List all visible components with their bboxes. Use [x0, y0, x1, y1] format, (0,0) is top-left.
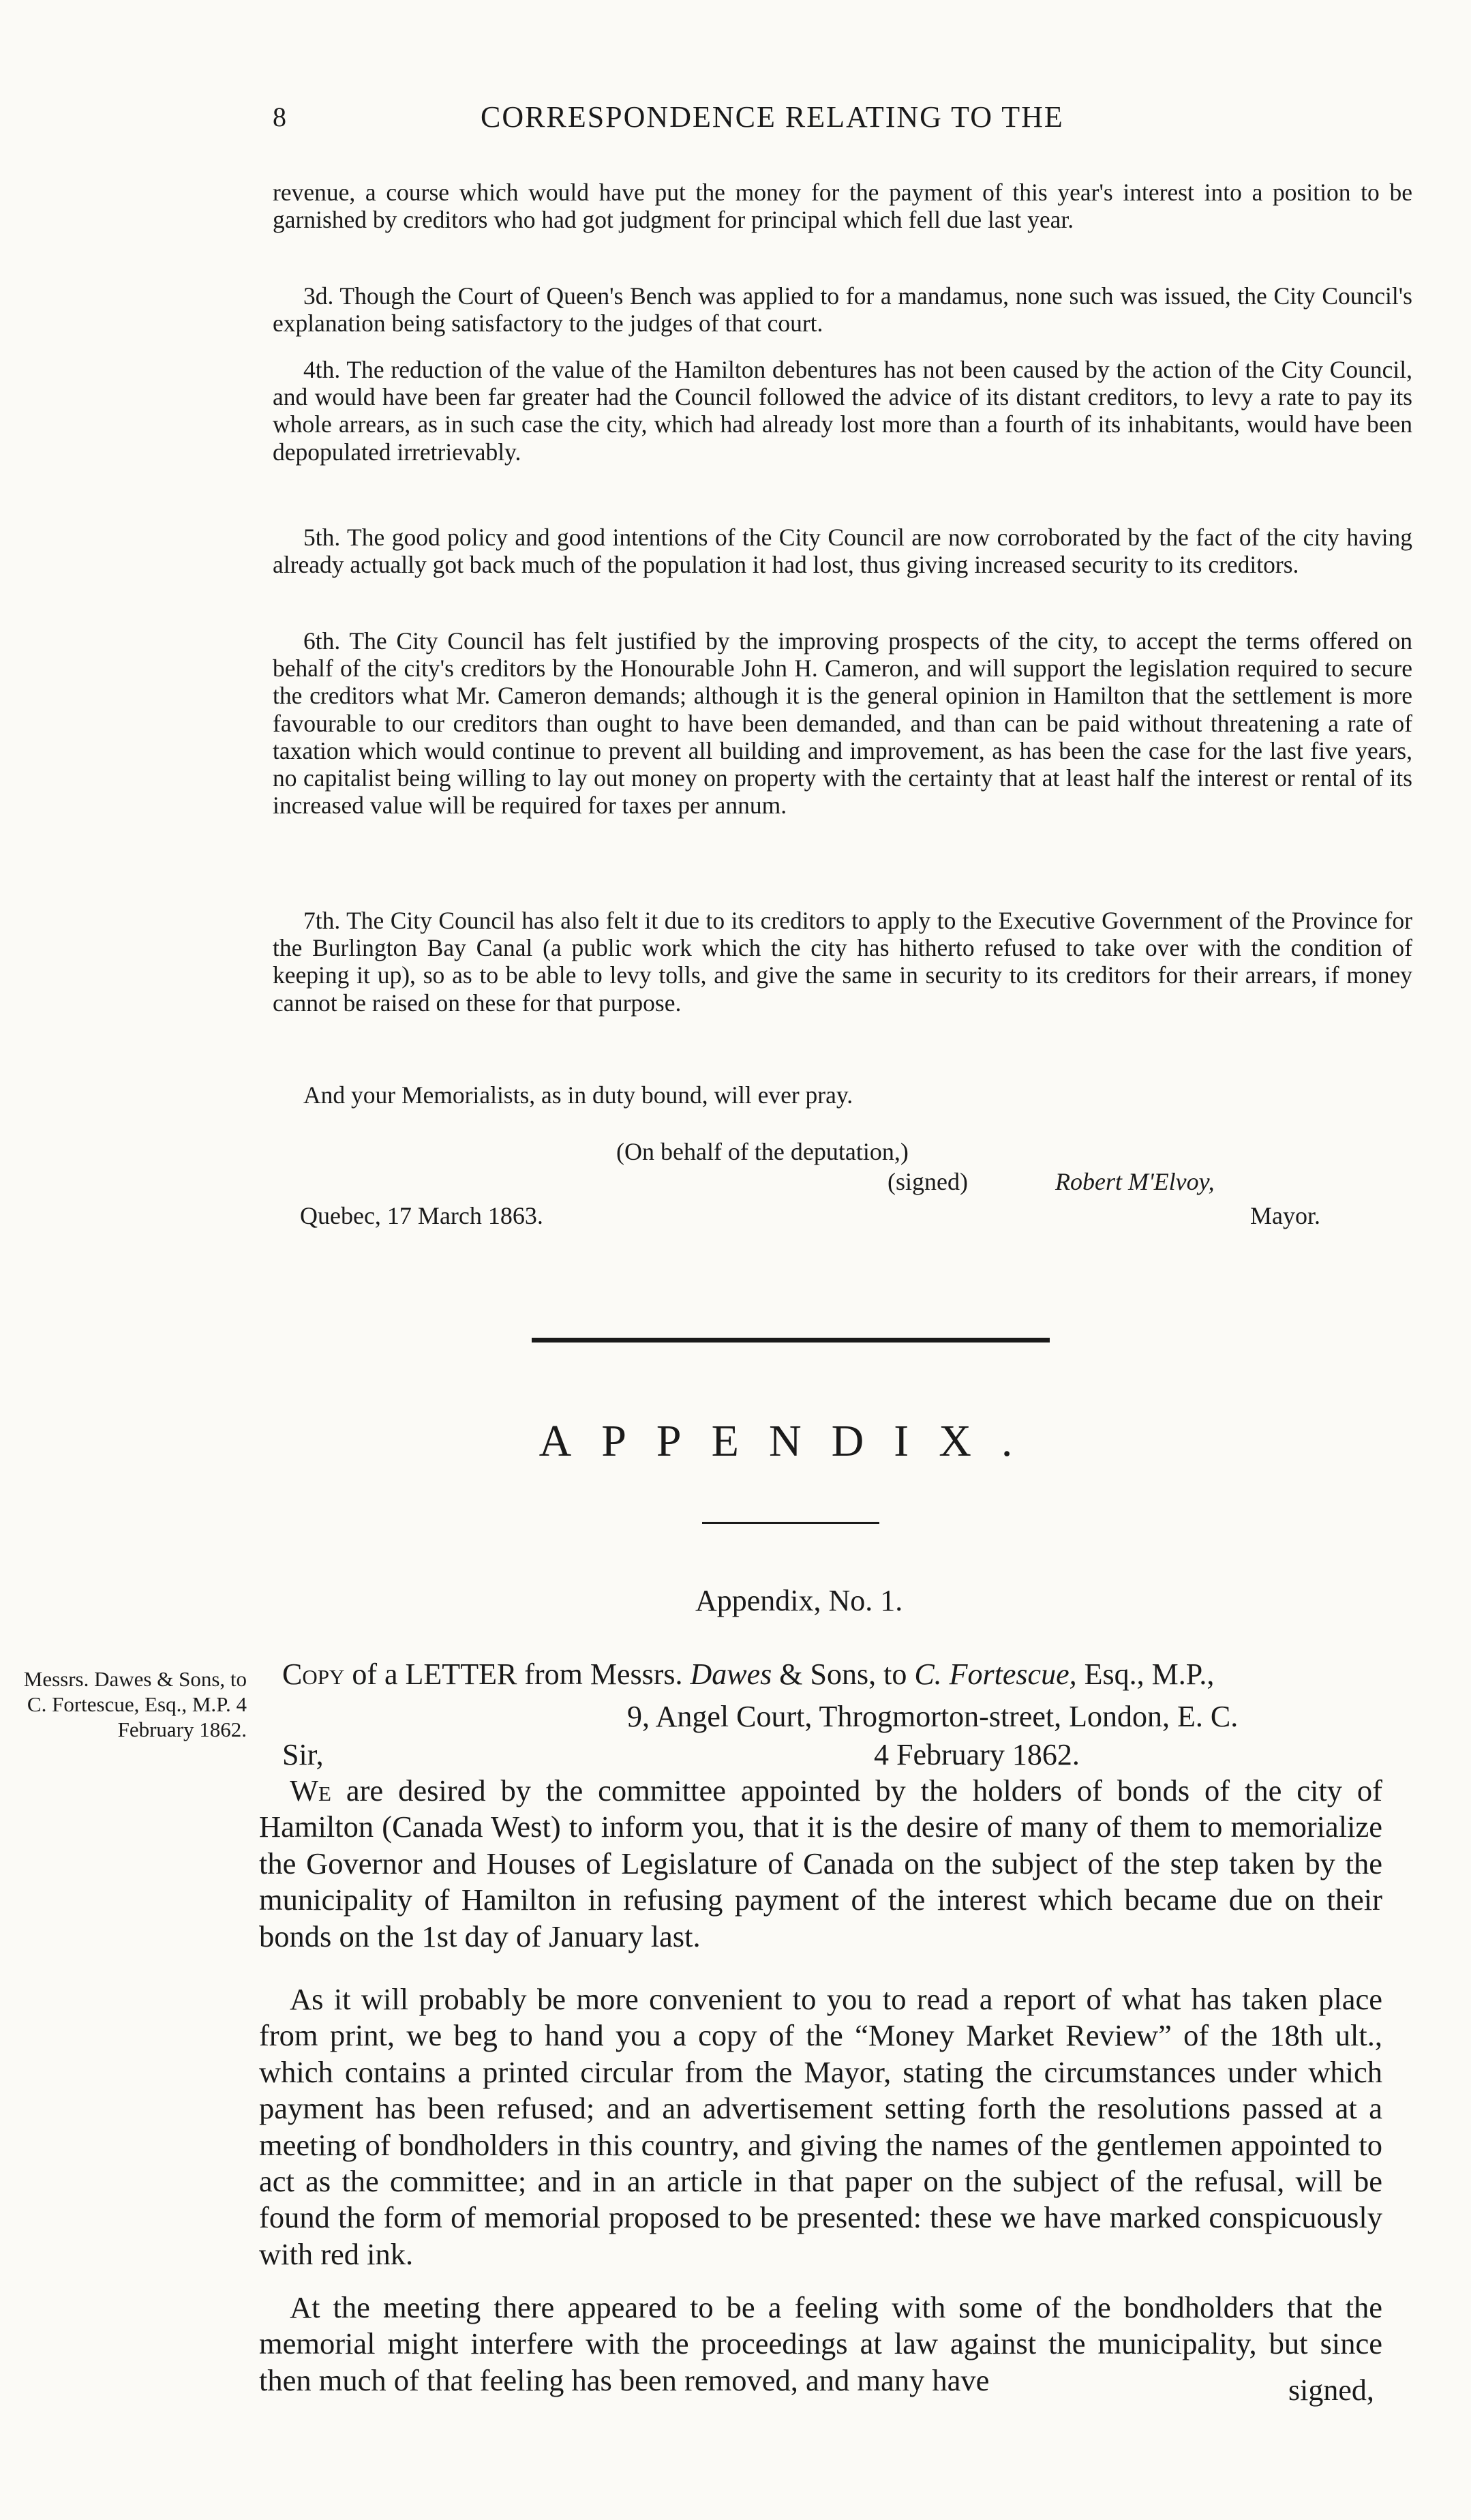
first-word: We	[290, 1773, 331, 1807]
paragraph-1-text: are desired by the committee appointed by the holders of bonds of the city of Hamilton (Canada West) to inform you, that it is the desire of many of them to memorialize the Governor and Houses of Legislature of Canada on the subject of the step taken by the municipality of Hamilton in refusing payment of the interest which became due on their bonds on the 1st day of January last.	[259, 1773, 1382, 1953]
memorial-paragraph-5th: 5th. The good policy and good intentions of the City Council are now corroborated by the fact of the city having already actually got back much of the population it had lost, thus giving increased security to its creditors.	[273, 524, 1412, 579]
title-esq: Esq., M.P.,	[1084, 1657, 1215, 1691]
letter-paragraph-1	[259, 1773, 1382, 1955]
letter-paragraph-2: As it will probably be more convenient to you to read a report of what has taken place from print, we beg to hand you a copy of the “Money Market Review” of the 18th ult., which contains a printed circular from the Mayor, stating the circumstances under which payment has been refused; and an advertisement setting forth the resolutions passed at a meeting of bondholders in this country, and giving the names of the gentlemen appointed to act as the committee; and in an article in that paper on the subject of the refusal, will be found the form of memorial proposed to be presented: these we have marked conspicuously with red ink.	[259, 1982, 1382, 2271]
sender-address: 9, Angel Court, Throgmorton-street, London, E. C.	[627, 1700, 1239, 1733]
appendix-heading: APPENDIX.	[539, 1416, 1043, 1466]
memorial-paragraph-4th: 4th. The reduction of the value of the Hamilton debentures has not been caused by the action of the City Council, and would have been far greater had the Council followed the advice of its distant creditors, to levy a rate to pay its whole arrears, as in such case the city, which had already lost more than a fourth of its inhabitants, would have been depopulated irretrievably.	[273, 356, 1412, 466]
memorial-paragraph-3d: 3d. Though the Court of Queen's Bench was applied to for a mandamus, none such was issued, the City Council's explanation being satisfactory to the judges of that court.	[273, 282, 1412, 338]
on-behalf-line: (On behalf of the deputation,)	[616, 1138, 909, 1165]
title-recipient: C. Fortescue,	[914, 1657, 1077, 1691]
title-and: & Sons, to	[779, 1657, 907, 1691]
catchword: signed,	[1288, 2373, 1374, 2407]
page-number: 8	[273, 102, 286, 132]
heading-rule	[702, 1522, 879, 1524]
title-firm: Dawes	[690, 1657, 772, 1691]
margin-note: Messrs. Dawes & Sons, to C. Fortescue, Esq., M.P. 4 February 1862.	[23, 1667, 247, 1741]
letter-date: 4 February 1862.	[874, 1738, 1080, 1771]
memorial-paragraph-6th: 6th. The City Council has felt justified by the improving prospects of the city, to accept the terms offered on behalf of the city's creditors by the Honourable John H. Cameron, and will support the legislation required to secure the creditors what Mr. Cameron demands; although it is the general opinion in Hamilton that the settlement is more favourable to our creditors than ought to have been demanded, and than can be paid without threatening a rate of taxation which would continue to prevent all building and improvement, as has been the case for the last five years, no capitalist being willing to lay out money on property with the certainty that at least half the interest or rental of its increased value will be required for taxes per annum.	[273, 627, 1412, 820]
running-title: CORRESPONDENCE RELATING TO THE	[481, 100, 1064, 134]
place-date: Quebec, 17 March 1863.	[300, 1202, 543, 1229]
memorial-closing-prayer: And your Memorialists, as in duty bound, will ever pray.	[303, 1081, 853, 1109]
mayor-signature: Robert M'Elvoy,	[1055, 1168, 1215, 1195]
salutation: Sir,	[282, 1738, 324, 1771]
title-copy: Copy	[282, 1657, 345, 1691]
appendix-number: Appendix, No. 1.	[695, 1584, 903, 1617]
signed-mark: (signed)	[888, 1168, 968, 1195]
letter-paragraph-3: At the meeting there appeared to be a feeling with some of the bondholders that the memorial might interfere with the proceedings at law against the municipality, but since then much of that feeling has been removed, and many have	[259, 2290, 1382, 2397]
memorial-paragraph-7th: 7th. The City Council has also felt it due to its creditors to apply to the Executive Government of the Province for the Burlington Bay Canal (a public work which the city has hitherto refused to take over with the condition of keeping it up), so as to be able to levy tolls, and give the same in security to its creditors for their arrears, if money cannot be raised on these for that purpose.	[273, 907, 1412, 1017]
letter-title	[282, 1657, 1214, 1692]
mayor-title: Mayor.	[1250, 1202, 1320, 1229]
memorial-paragraph-continued: revenue, a course which would have put the money for the payment of this year's interest into a position to be garnished by creditors who had got judgment for principal which fell due last year.	[273, 179, 1412, 234]
title-rest: of a LETTER from Messrs.	[352, 1657, 683, 1691]
section-divider	[532, 1338, 1050, 1342]
